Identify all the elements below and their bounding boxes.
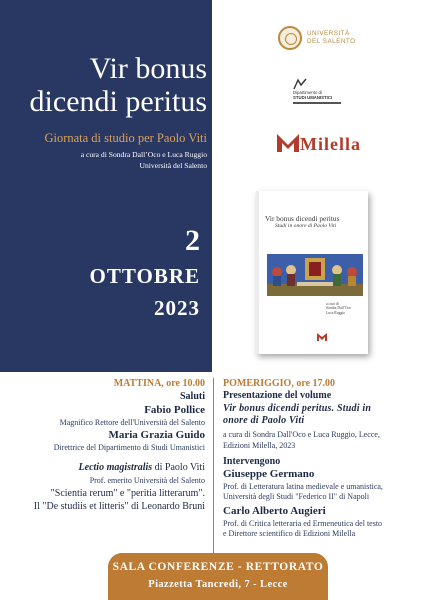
speaker-augieri-role-line1: Prof. di Critica letteraria ed Ermeneutica del testo: [223, 519, 383, 528]
date-month: OTTOBRE: [89, 264, 200, 288]
speaker-augieri-name: Carlo Alberto Augieri: [223, 505, 326, 517]
lectio-title: Lectio magistralis: [78, 462, 153, 473]
event-subtitle: Giornata di studio per Paolo Viti: [44, 131, 207, 145]
presentation-heading: Presentazione del volume: [223, 390, 332, 401]
book-publisher-icon: [317, 332, 327, 341]
speaker-rector-role: Magnifico Rettore dell'Università del Salento: [59, 418, 205, 427]
event-title-line2: dicendi peritus: [29, 85, 207, 118]
morning-session-label: MATTINA, ore 10.00: [113, 378, 205, 389]
afternoon-session-label: POMERIGGIO, ore 17.00: [223, 378, 336, 389]
book-curator1: Sondra Dall’Oco: [326, 306, 352, 311]
department-logo-underline: [293, 102, 341, 104]
book-cover: [256, 191, 368, 354]
speaker-rector-name: Fabio Pollice: [144, 404, 205, 416]
volume-title-line1: Vir bonus dicendi peritus. Studi in: [223, 403, 372, 414]
book-curators: [326, 302, 366, 315]
speaker-germano-role-line2: Università degli Studi "Federico II" di Napoli: [223, 492, 370, 501]
speakers-heading: Intervengono: [223, 456, 281, 467]
date-day: 2: [185, 224, 200, 257]
event-university: Università del Salento: [139, 161, 207, 170]
program-divider: [213, 378, 214, 560]
university-logo-line2: DEL SALENTO: [307, 38, 356, 45]
university-logo-line1: UNIVERSITÀ: [307, 30, 350, 37]
venue-address: Piazzetta Tancredi, 7 - Lecce: [148, 579, 288, 590]
department-mark-icon: [293, 78, 307, 90]
publisher-m-icon: [276, 131, 300, 153]
hero-panel: [0, 0, 212, 372]
volume-title-line2: onore di Paolo Viti: [223, 415, 305, 426]
speaker-germano-name: Giuseppe Germano: [223, 468, 315, 480]
department-logo: [293, 78, 343, 104]
university-seal-icon: [278, 26, 302, 50]
lectio-heading: [0, 462, 205, 473]
university-logo: [278, 26, 356, 50]
department-logo-line1: Dipartimento di: [293, 90, 322, 95]
date-year: 2023: [154, 296, 200, 320]
university-logo-text: [307, 30, 356, 46]
volume-info-line2: Edizioni Milella, 2023: [223, 441, 296, 450]
lectio-topic-line1: "Scientia rerum" e "peritia litterarum".: [50, 488, 205, 499]
speaker-augieri-role-line2: e Direttore scientifico di Edizioni Milella: [223, 529, 356, 538]
department-logo-line2: STUDI UMANISTICI: [293, 95, 333, 100]
greetings-heading: Saluti: [179, 391, 205, 402]
publisher-name: Milella: [300, 134, 361, 154]
book-title: Vir bonus dicendi peritus: [265, 214, 340, 223]
lectio-speaker-role: Prof. emerito Università del Salento: [89, 476, 205, 485]
book-subtitle: Studi in onore di Paolo Viti: [275, 223, 337, 229]
volume-info-line1: a cura di Sondra Dall'Oco e Luca Ruggio, Lecce,: [223, 430, 380, 439]
event-curators: a cura di Sondra Dall’Oco e Luca Ruggio: [80, 150, 207, 159]
publisher-logo: [276, 131, 361, 153]
venue-room: SALA CONFERENZE - RETTORATO: [112, 561, 324, 573]
speaker-director-role: Direttrice del Dipartimento di Studi Umanistici: [53, 443, 205, 452]
lectio-topic-line2: Il "De studiis et litteris" di Leonardo Bruni: [33, 501, 205, 512]
book-illustration: [267, 254, 363, 296]
speaker-germano-role-line1: Prof. di Letteratura latina medievale e umanistica,: [223, 482, 383, 491]
venue-banner: [108, 553, 328, 600]
event-title-line1: Vir bonus: [89, 52, 207, 85]
book-curators-prefix: a cura di: [326, 302, 339, 306]
book-curator2: Luca Ruggio: [326, 310, 346, 315]
speaker-director-name: Maria Grazia Guido: [108, 429, 205, 441]
lectio-speaker: di Paolo Viti: [152, 462, 205, 473]
